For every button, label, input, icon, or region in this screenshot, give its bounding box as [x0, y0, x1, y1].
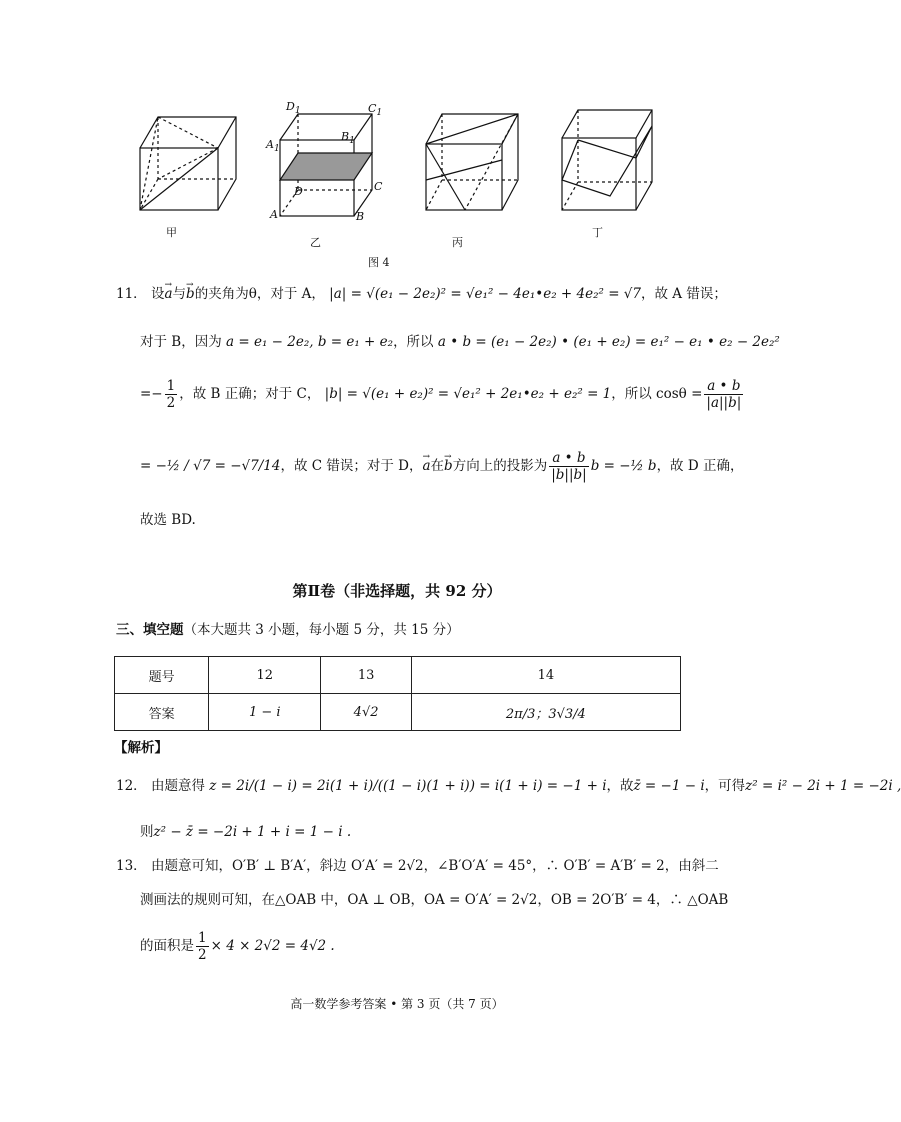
fraction-projection: $\frac{a • b}{|b||b|}$	[551, 450, 587, 483]
q11-text-l4a: ，故 C 错误；对于 D，	[280, 458, 423, 474]
table-answer-row	[115, 694, 681, 731]
table-header-cell: 题号	[115, 657, 209, 694]
q13-text-l3b: × 4 × 2√2 = 4√2 .	[210, 938, 335, 954]
q13-number: 13．	[116, 858, 147, 874]
label-B1	[341, 130, 355, 146]
table-row-label: 答案	[115, 694, 209, 731]
label-B1-sub: 1	[349, 135, 355, 147]
fraction-cos: $\frac{a • b}{|a||b|}$	[706, 378, 742, 411]
q11-text-l4d: ，故 D 正确，	[656, 458, 744, 474]
section-2-title	[0, 580, 794, 601]
q11-text-l2b: ，所以	[393, 334, 434, 350]
section-3-note: （本大题共 3 小题，每小题 5 分，共 15 分）	[183, 622, 460, 638]
table-header-cell: 14	[411, 657, 680, 694]
label-D1-text: D	[286, 100, 295, 113]
q11-line3	[140, 378, 745, 411]
q11-text-b: 与	[172, 286, 187, 302]
cube-jia	[140, 117, 236, 210]
caption-ding: 丁	[592, 226, 603, 239]
label-D: D	[294, 185, 303, 198]
table-header-cell: 13	[321, 657, 411, 694]
cube-yi	[280, 114, 372, 216]
page-footer: 高一数学参考答案 • 第 3 页（共 7 页）	[290, 997, 504, 1011]
section-3-heading-text: 三、填空题	[116, 622, 184, 638]
q11-text-a: 设	[150, 286, 165, 302]
q11-formula-a: |a| = √(e₁ − 2e₂)² = √e₁² − 4e₁•e₂ + 4e₂² = √7	[329, 286, 641, 302]
q11-text-l3c: ，所以 cosθ =	[611, 386, 703, 402]
q11-text-l2a: 对于 B，因为	[140, 334, 222, 350]
analysis-heading: 【解析】	[114, 740, 168, 756]
q12-text-a: 由题意得	[150, 778, 205, 794]
q13-line1	[116, 856, 719, 876]
q11-conclusion: 故选 BD.	[140, 512, 196, 528]
q12-formula-z: z = 2i/(1 − i) = 2i(1 + i)/((1 − i)(1 + i)) = i(1 + i) = −1 + i	[209, 778, 607, 794]
q11-line2	[140, 332, 780, 352]
label-A1-sub: 1	[273, 143, 280, 155]
q12-formula-z2: z² = i² − 2i + 1 = −2i ,	[745, 778, 901, 794]
q11-text-l3b: ，故 B 正确；对于 C，	[179, 386, 321, 402]
vec-b: → b	[186, 284, 195, 304]
answer-13: 4√2	[321, 694, 411, 731]
label-A1	[266, 138, 280, 154]
label-C1-sub: 1	[376, 107, 383, 119]
q13-text-l2: 测画法的规则可知，在△OAB 中，OA ⊥ OB，OA = O′A′ = 2√2，OB = 2O′B′ = 4，∴ △OAB	[140, 892, 729, 908]
q12-line1	[116, 776, 901, 796]
label-D1-sub: 1	[294, 105, 301, 117]
q11-text-l4b: 在	[430, 458, 445, 474]
q12-text-b: ，故	[606, 778, 634, 794]
caption-bing: 丙	[452, 236, 463, 249]
q11-formula-projection: b = −½ b	[590, 458, 657, 474]
label-A: A	[270, 208, 278, 221]
table-header-cell: 12	[209, 657, 321, 694]
q11-text-c: 的夹角为θ，对于 A，	[194, 286, 325, 302]
fraction-half: $\frac{1}{2}$	[166, 378, 176, 411]
q11-formula-b1: a = e₁ − 2e₂, b = e₁ + e₂	[226, 334, 394, 350]
q11-number: 11．	[116, 286, 147, 302]
label-C1	[368, 102, 382, 118]
q12-line2	[140, 822, 351, 842]
q12-text-c: ，可得	[704, 778, 746, 794]
q11-text-d: ，故 A 错误；	[640, 286, 727, 302]
cube-ding	[562, 110, 652, 210]
label-B: B	[356, 210, 365, 223]
q11-formula-cos-value: = −½ / √7 = −√7/14	[140, 458, 281, 474]
answer-14: 2π/3；3√3/4	[411, 694, 680, 731]
caption-jia: 甲	[166, 226, 177, 239]
answer-table	[114, 656, 681, 731]
q11-line1	[116, 284, 727, 304]
vec-b-2: → b	[444, 456, 453, 476]
label-C1-text: C	[368, 102, 377, 115]
section-2-title-text: 第Ⅱ卷（非选择题，共 92 分）	[292, 582, 502, 600]
q11-line4	[140, 450, 743, 483]
q11-formula-c: |b| = √(e₁ + e₂)² = √e₁² + 2e₁•e₂ + e₂² = 1	[324, 386, 612, 402]
label-C: C	[374, 180, 383, 193]
label-D1	[286, 100, 301, 116]
section-3-heading	[116, 620, 460, 640]
vec-a: → a	[164, 284, 172, 304]
caption-yi: 乙	[310, 236, 321, 249]
q12-text-l2a: 则	[140, 824, 154, 840]
q11-text-l3a: =−	[140, 386, 163, 402]
q12-formula-result: z² − z̄ = −2i + 1 + i = 1 − i .	[153, 824, 352, 840]
answer-12: 1 − i	[209, 694, 321, 731]
label-B1-text: B	[341, 130, 350, 143]
q13-text-l1: 由题意可知，O′B′ ⊥ B′A′，斜边 O′A′ = 2√2，∠B′O′A′ = 45°，∴ O′B′ = A′B′ = 2，由斜二	[150, 858, 719, 874]
vec-a-2: → a	[422, 456, 430, 476]
q12-formula-zbar: z̄ = −1 − i	[633, 778, 705, 794]
q11-text-l4c: 方向上的投影为	[452, 458, 548, 474]
cube-bing	[426, 114, 518, 210]
q11-formula-b2: a • b = (e₁ − 2e₂) • (e₁ + e₂) = e₁² − e₁ • e₂ − 2e₂²	[437, 334, 780, 350]
table-header-row	[115, 657, 681, 694]
cube-diagrams	[0, 100, 794, 270]
figure-caption: 图 4	[368, 256, 390, 269]
label-A1-text: A	[266, 138, 274, 151]
fraction-half-area: $\frac{1}{2}$	[198, 930, 207, 963]
q12-number: 12．	[116, 778, 147, 794]
q13-line3	[140, 930, 335, 963]
figure-4	[0, 100, 794, 270]
q13-text-l3a: 的面积是	[140, 938, 194, 954]
